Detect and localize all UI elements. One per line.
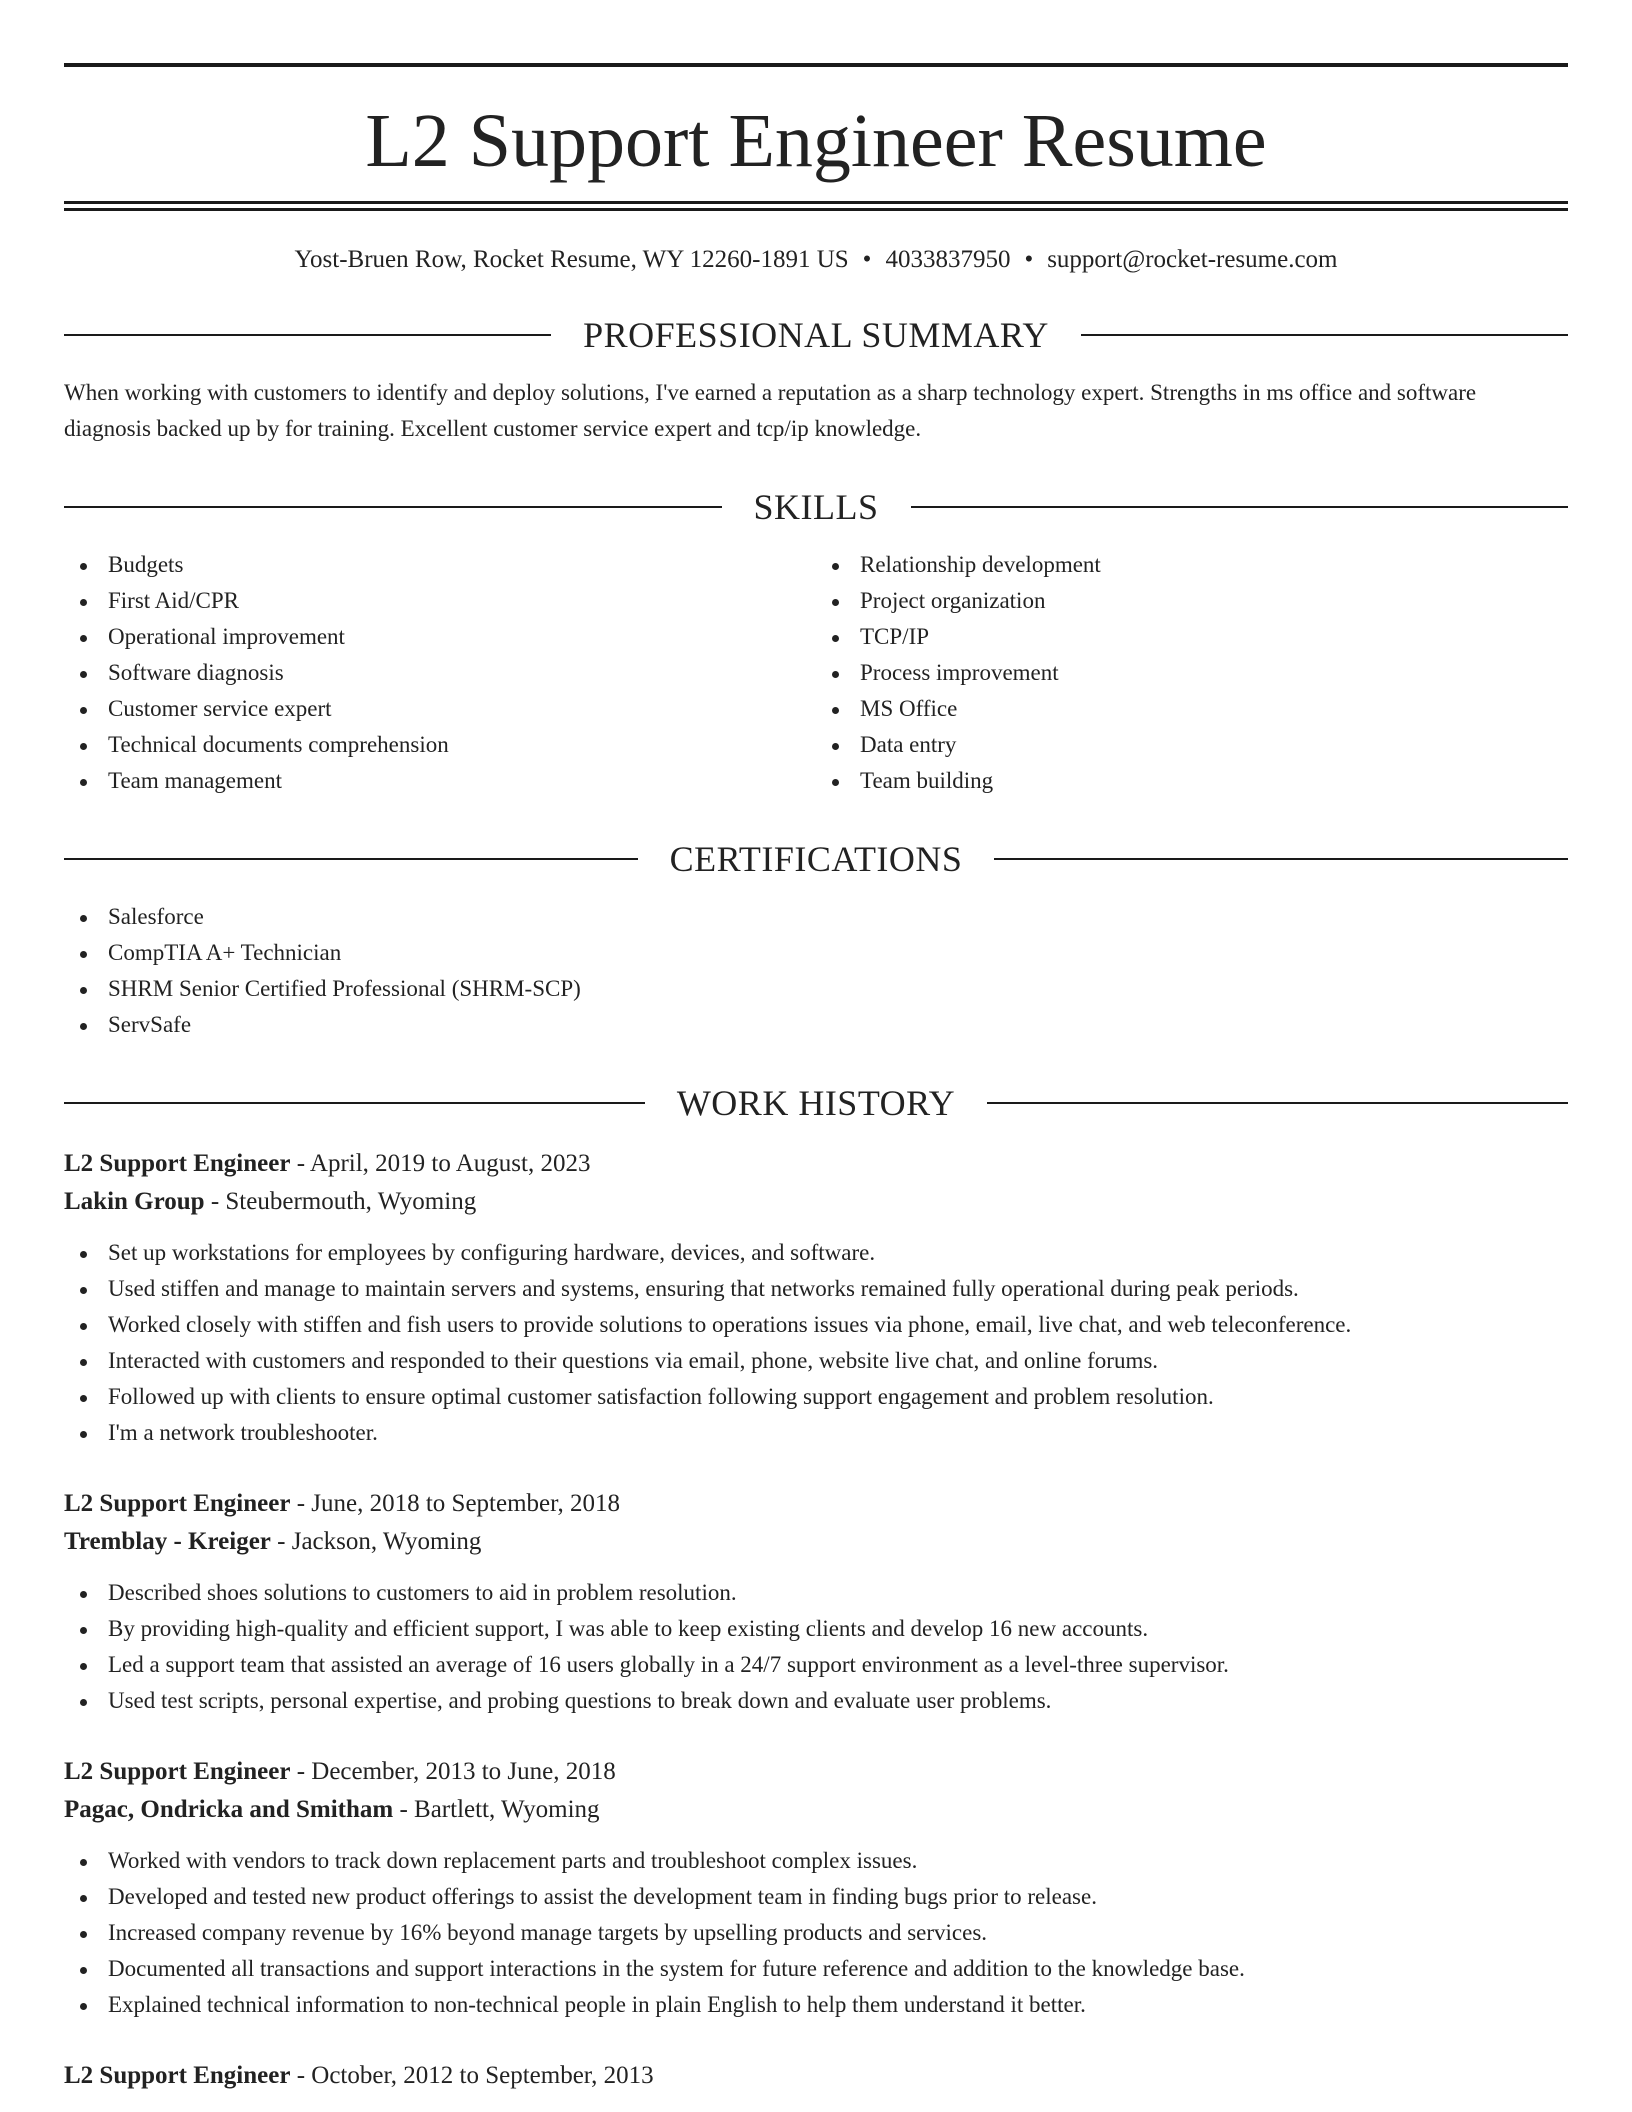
job-company-line bbox=[64, 1791, 1568, 1829]
job-entry bbox=[64, 1753, 1568, 2023]
skill-item: TCP/IP bbox=[816, 619, 1568, 655]
job-dates: - December, 2013 to June, 2018 bbox=[290, 1758, 616, 1785]
skill-item: Process improvement bbox=[816, 655, 1568, 691]
skill-item: Software diagnosis bbox=[64, 655, 816, 691]
certification-item: SHRM Senior Certified Professional (SHRM-SCP) bbox=[64, 971, 1568, 1007]
contact-line bbox=[64, 245, 1568, 275]
job-company: Pagac, Ondricka and Smitham bbox=[64, 1796, 394, 1823]
job-title-line bbox=[64, 1753, 1568, 1791]
heading-rule bbox=[64, 1102, 645, 1104]
job-title-line bbox=[64, 1145, 1568, 1183]
job-bullet: Developed and tested new product offerings to assist the development team in finding bugs prior to release. bbox=[64, 1879, 1568, 1915]
job-location: - Bartlett, Wyoming bbox=[393, 1796, 600, 1823]
job-location: - Jackson, Wyoming bbox=[270, 1528, 482, 1555]
job-bullet: Set up workstations for employees by configuring hardware, devices, and software. bbox=[64, 1235, 1568, 1271]
heading-rule bbox=[994, 858, 1568, 860]
section-heading-certifications bbox=[64, 839, 1568, 879]
job-dates: - April, 2019 to August, 2023 bbox=[290, 1150, 591, 1177]
job-bullet: Followed up with clients to ensure optimal customer satisfaction following support engagement and problem resolution. bbox=[64, 1379, 1568, 1415]
job-role: L2 Support Engineer bbox=[64, 1490, 291, 1517]
section-title: PROFESSIONAL SUMMARY bbox=[583, 315, 1049, 355]
job-bullet: Explained technical information to non-technical people in plain English to help them understand it better. bbox=[64, 1987, 1568, 2023]
certifications-list bbox=[64, 899, 1568, 1043]
skill-item: Team building bbox=[816, 763, 1568, 799]
skill-item: First Aid/CPR bbox=[64, 583, 816, 619]
job-bullet: Led a support team that assisted an average of 16 users globally in a 24/7 support environment as a level-three supervisor. bbox=[64, 1647, 1568, 1683]
job-bullet: Documented all transactions and support interactions in the system for future reference and addition to the knowledge base. bbox=[64, 1951, 1568, 1987]
certification-item: CompTIA A+ Technician bbox=[64, 935, 1568, 971]
skill-item: Project organization bbox=[816, 583, 1568, 619]
contact-address: Yost-Bruen Row, Rocket Resume, WY 12260-1891 US bbox=[294, 246, 849, 273]
section-heading-summary bbox=[64, 315, 1568, 355]
title-double-rule bbox=[64, 201, 1568, 211]
summary-text: When working with customers to identify and deploy solutions, I've earned a reputation as a sharp technology expert. Strengths in ms office and software diagnosis backed up by for training. Excellent customer service expert and tcp/ip knowledge. bbox=[64, 380, 1477, 441]
resume-page bbox=[64, 0, 1568, 2095]
skill-item: Technical documents comprehension bbox=[64, 727, 816, 763]
job-company-line bbox=[64, 1523, 1568, 1561]
job-dates: - October, 2012 to September, 2013 bbox=[290, 2062, 654, 2089]
skills-list-right bbox=[816, 547, 1568, 799]
contact-separator: • bbox=[1024, 246, 1034, 273]
job-bullets bbox=[64, 1843, 1568, 2023]
section-heading-skills bbox=[64, 487, 1568, 527]
job-title-line bbox=[64, 1485, 1568, 1523]
job-dates: - June, 2018 to September, 2018 bbox=[290, 1490, 620, 1517]
job-bullet: Interacted with customers and responded to their questions via email, phone, website live chat, and online forums. bbox=[64, 1343, 1568, 1379]
contact-separator: • bbox=[862, 246, 872, 273]
skill-item: MS Office bbox=[816, 691, 1568, 727]
job-bullet: Worked closely with stiffen and fish users to provide solutions to operations issues via phone, email, live chat, and web teleconference. bbox=[64, 1307, 1568, 1343]
skills-columns bbox=[64, 547, 1568, 799]
job-bullet: I'm a network troubleshooter. bbox=[64, 1415, 1568, 1451]
job-role: L2 Support Engineer bbox=[64, 2062, 291, 2089]
job-bullet: Worked with vendors to track down replacement parts and troubleshoot complex issues. bbox=[64, 1843, 1568, 1879]
section-title: WORK HISTORY bbox=[676, 1083, 956, 1123]
job-location: - Steubermouth, Wyoming bbox=[204, 1188, 477, 1215]
job-entry bbox=[64, 2057, 1568, 2095]
job-bullet: By providing high-quality and efficient support, I was able to keep existing clients and develop 16 new accounts. bbox=[64, 1611, 1568, 1647]
job-bullet: Increased company revenue by 16% beyond manage targets by upselling products and services. bbox=[64, 1915, 1568, 1951]
job-company: Lakin Group bbox=[64, 1188, 205, 1215]
skills-list-left bbox=[64, 547, 816, 799]
job-role: L2 Support Engineer bbox=[64, 1150, 291, 1177]
heading-rule bbox=[64, 858, 638, 860]
job-bullet: Used test scripts, personal expertise, and probing questions to break down and evaluate user problems. bbox=[64, 1683, 1568, 1719]
skill-item: Operational improvement bbox=[64, 619, 816, 655]
skill-item: Data entry bbox=[816, 727, 1568, 763]
section-heading-work-history bbox=[64, 1083, 1568, 1123]
skill-item: Customer service expert bbox=[64, 691, 816, 727]
section-title: CERTIFICATIONS bbox=[669, 839, 963, 879]
certification-item: Salesforce bbox=[64, 899, 1568, 935]
job-company-line bbox=[64, 1183, 1568, 1221]
skill-item: Team management bbox=[64, 763, 816, 799]
heading-rule bbox=[1081, 334, 1568, 336]
page-title: L2 Support Engineer Resume bbox=[365, 99, 1267, 183]
top-rule bbox=[64, 63, 1568, 67]
job-bullets bbox=[64, 1235, 1568, 1451]
skill-item: Relationship development bbox=[816, 547, 1568, 583]
job-bullet: Used stiffen and manage to maintain servers and systems, ensuring that networks remained fully operational during peak periods. bbox=[64, 1271, 1568, 1307]
heading-rule bbox=[911, 506, 1569, 508]
heading-rule bbox=[64, 334, 551, 336]
job-title-line bbox=[64, 2057, 1568, 2095]
section-title: SKILLS bbox=[753, 487, 879, 527]
certification-item: ServSafe bbox=[64, 1007, 1568, 1043]
heading-rule bbox=[987, 1102, 1568, 1104]
job-role: L2 Support Engineer bbox=[64, 1758, 291, 1785]
job-bullet: Described shoes solutions to customers to aid in problem resolution. bbox=[64, 1575, 1568, 1611]
job-entry bbox=[64, 1145, 1568, 1451]
job-entry bbox=[64, 1485, 1568, 1719]
contact-email: support@rocket-resume.com bbox=[1047, 246, 1338, 273]
heading-rule bbox=[64, 506, 722, 508]
skill-item: Budgets bbox=[64, 547, 816, 583]
job-company: Tremblay - Kreiger bbox=[64, 1528, 271, 1555]
job-bullets bbox=[64, 1575, 1568, 1719]
contact-phone: 4033837950 bbox=[885, 246, 1011, 273]
